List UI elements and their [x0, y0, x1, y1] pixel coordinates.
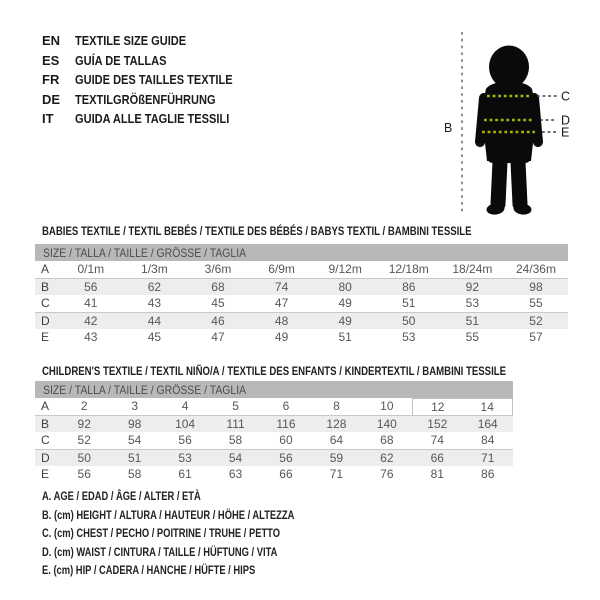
table-cell: 4 — [181, 399, 189, 413]
table-cell: 18/24m — [452, 262, 493, 276]
row-label: D — [41, 314, 50, 328]
row-label: E — [41, 467, 50, 481]
table-row-B — [35, 278, 568, 295]
table-cell: 80 — [338, 280, 352, 294]
table-row-E — [35, 329, 568, 346]
lang-title: TEXTILE SIZE GUIDE — [75, 33, 187, 48]
table-cell: 84 — [481, 433, 495, 447]
children-table-body — [35, 398, 513, 483]
table-cell: 68 — [211, 280, 225, 294]
lang-code: IT — [42, 111, 54, 126]
table-cell: 104 — [175, 417, 196, 431]
table-row-D — [35, 449, 513, 466]
table-cell: 43 — [84, 330, 98, 344]
babies-table-body — [35, 261, 568, 346]
babies-size-table — [35, 244, 568, 346]
table-cell: 2 — [80, 399, 88, 413]
table-cell: 56 — [84, 280, 98, 294]
row-label: D — [41, 451, 50, 465]
hip-label: E — [561, 125, 570, 140]
table-cell: 98 — [127, 417, 142, 431]
lang-row-en — [42, 33, 260, 53]
table-cell: 46 — [211, 314, 225, 328]
table-cell: 128 — [326, 417, 347, 431]
table-cell: 55 — [529, 296, 543, 310]
table-cell: 116 — [276, 417, 296, 431]
table-cell: 44 — [147, 314, 162, 328]
table-cell: 24/36m — [515, 262, 556, 276]
legend-chest: C. (cm) CHEST / PECHO / POITRINE / TRUHE / PETTO — [42, 526, 281, 541]
table-row-E — [35, 466, 513, 483]
height-label: B — [444, 121, 453, 135]
table-cell: 45 — [147, 330, 162, 344]
table-cell: 54 — [127, 433, 142, 447]
measurement-figure — [440, 15, 590, 227]
table-cell: 58 — [127, 467, 142, 481]
table-cell: 10 — [380, 399, 394, 413]
lang-title: TEXTILGRÖßENFÜHRUNG — [75, 91, 216, 107]
table-cell: 14 — [463, 398, 513, 415]
lang-code: FR — [42, 72, 60, 87]
lang-code: ES — [42, 52, 60, 68]
table-cell: 1/3m — [141, 262, 168, 276]
table-cell: 52 — [77, 433, 91, 447]
table-cell: 53 — [178, 451, 192, 465]
table-row-D — [35, 312, 568, 329]
table-cell: 43 — [147, 296, 162, 310]
table-cell: 3 — [131, 399, 138, 413]
table-cell: 81 — [430, 467, 444, 481]
table-cell: 76 — [380, 467, 394, 481]
chest-label: C — [561, 89, 571, 104]
silhouette-leg-right — [518, 162, 520, 204]
lang-row-it — [42, 111, 260, 131]
table-cell: 92 — [465, 280, 480, 294]
table-cell: 0/1m — [77, 262, 105, 276]
legend-age: A. AGE / EDAD / ÂGE / ALTER / ETÀ — [42, 489, 201, 503]
table-cell: 62 — [380, 451, 394, 465]
table-cell: 86 — [402, 280, 416, 294]
table-cell: 56 — [178, 433, 192, 447]
table-cell: 6/9m — [268, 262, 295, 276]
table-cell: 56 — [77, 467, 91, 481]
table-cell: 51 — [465, 314, 480, 328]
table-cell: 71 — [329, 467, 344, 481]
table-cell: 48 — [274, 314, 289, 328]
table-cell: 164 — [477, 417, 498, 431]
table-cell: 8 — [333, 399, 340, 413]
table-cell: 42 — [84, 314, 98, 328]
table-cell: 53 — [465, 296, 480, 310]
table-cell: 3/6m — [204, 262, 232, 276]
table-cell: 51 — [127, 451, 142, 465]
table-row-A — [35, 398, 513, 415]
table-cell: 60 — [279, 433, 293, 447]
table-cell: 54 — [228, 451, 243, 465]
table-cell: 51 — [402, 296, 416, 310]
table-cell: 49 — [338, 314, 352, 328]
table-cell: 49 — [338, 296, 352, 310]
table-cell: 9/12m — [328, 262, 362, 276]
table-cell: 12 — [412, 398, 462, 415]
lang-code: EN — [42, 33, 61, 48]
table-cell: 68 — [380, 433, 394, 447]
table-cell: 66 — [279, 467, 293, 481]
silhouette-arm-left — [480, 98, 484, 142]
table-cell: 6 — [282, 399, 290, 413]
table-cell: 63 — [228, 467, 243, 481]
table-cell: 47 — [211, 330, 225, 344]
children-table-header: SIZE / TALLA / TAILLE / GRÖSSE / TAGLIA — [35, 381, 513, 398]
table-cell: 57 — [529, 330, 543, 344]
lang-title: GUIDA ALLE TAGLIE TESSILI — [75, 111, 230, 126]
lang-row-es — [42, 53, 260, 73]
language-title-list — [42, 33, 260, 131]
table-cell: 55 — [465, 330, 480, 344]
child-silhouette — [480, 46, 538, 216]
table-cell: 50 — [402, 314, 416, 328]
table-cell: 66 — [430, 451, 444, 465]
babies-table-header: SIZE / TALLA / TAILLE / GRÖSSE / TAGLIA — [35, 244, 568, 261]
waist-label: D — [561, 113, 571, 128]
table-cell: 52 — [529, 314, 543, 328]
lang-row-de — [42, 92, 260, 112]
table-cell: 140 — [376, 417, 397, 431]
table-cell: 45 — [211, 296, 225, 310]
table-cell: 41 — [84, 296, 98, 310]
table-cell: 92 — [77, 417, 91, 431]
child-silhouette-diagram — [440, 15, 590, 227]
lang-code: DE — [42, 91, 61, 107]
row-label: C — [41, 433, 50, 447]
row-label: B — [41, 417, 50, 431]
table-cell: 74 — [430, 433, 444, 447]
row-label: A — [41, 262, 50, 276]
table-row-C — [35, 432, 513, 449]
row-label: A — [41, 399, 50, 413]
lang-row-fr — [42, 72, 260, 92]
table-cell: 61 — [178, 467, 192, 481]
lang-title: GUIDE DES TAILLES TEXTILE — [75, 72, 233, 87]
table-cell: 47 — [274, 296, 289, 310]
children-size-table — [35, 381, 513, 483]
table-cell: 86 — [481, 467, 495, 481]
row-label: B — [41, 280, 50, 294]
legend-height: B. (cm) HEIGHT / ALTURA / HAUTEUR / HÖHE / ALTEZZA — [42, 507, 295, 522]
table-cell: 50 — [77, 451, 91, 465]
table-cell: 71 — [481, 451, 495, 465]
table-cell: 53 — [402, 330, 416, 344]
table-cell: 98 — [529, 280, 543, 294]
row-label: C — [41, 296, 50, 310]
table-cell: 5 — [232, 399, 239, 413]
table-cell: 56 — [279, 451, 293, 465]
table-row-C — [35, 295, 568, 312]
table-cell: 62 — [147, 280, 162, 294]
table-cell: 111 — [226, 417, 245, 431]
table-cell: 51 — [338, 330, 352, 344]
babies-section-title: BABIES TEXTILE / TEXTIL BEBÉS / TEXTILE DES BÉBÉS / BABYS TEXTIL / BAMBINI TESSILE — [42, 224, 472, 238]
legend-waist: D. (cm) WAIST / CINTURA / TAILLE / HÜFTUNG / VITA — [42, 544, 278, 559]
silhouette-arm-right — [534, 98, 538, 142]
silhouette-leg-left — [498, 162, 500, 204]
table-cell: 49 — [274, 330, 289, 344]
table-cell: 12/18m — [388, 262, 429, 276]
table-cell: 74 — [274, 280, 289, 294]
row-label: E — [41, 330, 50, 344]
table-cell: 58 — [228, 433, 243, 447]
table-cell: 152 — [427, 417, 448, 431]
table-cell: 59 — [329, 451, 344, 465]
table-cell: 64 — [329, 433, 344, 447]
lang-title: GUÍA DE TALLAS — [75, 52, 167, 68]
table-row-B — [35, 415, 513, 432]
measurement-legend — [42, 487, 366, 580]
table-row-A — [35, 261, 568, 278]
children-section-title: CHILDREN'S TEXTILE / TEXTIL NIÑO/A / TEXTILE DES ENFANTS / KINDERTEXTIL / BAMBINI TESSILE — [42, 364, 507, 378]
legend-hip: E. (cm) HIP / CADERA / HANCHE / HÜFTE / HIPS — [42, 563, 256, 578]
